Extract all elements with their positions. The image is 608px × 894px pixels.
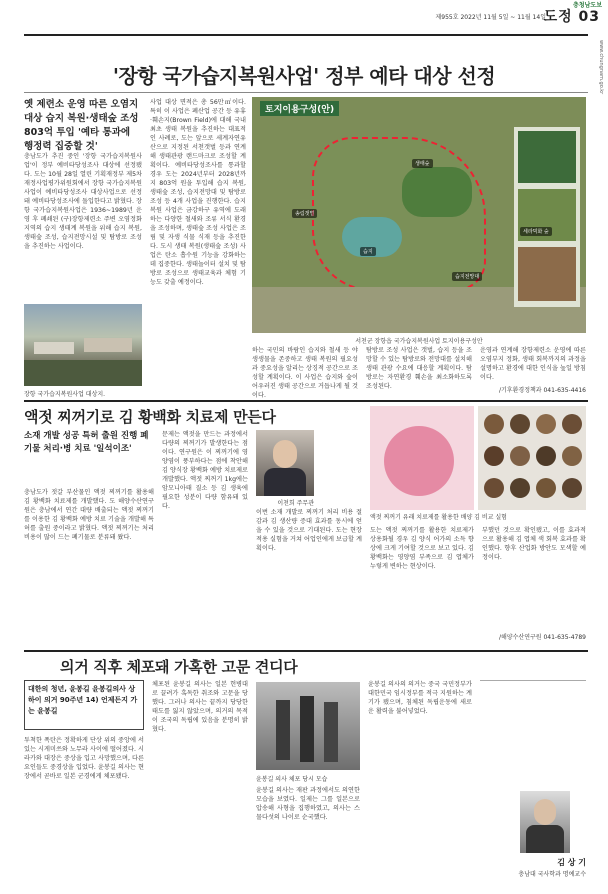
author-photo (520, 791, 570, 853)
forest-area (402, 167, 472, 217)
land-use-map (252, 97, 586, 333)
divider (24, 650, 588, 652)
headline-3: 의거 직후 체포돼 가혹한 고문 견디다 (60, 658, 298, 676)
article1-col2: 사업 대상 면적은 총 56만㎡이다. 특히 이 사업은 폐산업 공간 등 유휴·훼손지(Brown Field)에 대해 국내 최초 생태 복원을 추진하는 대표적인 사례로, 도는 앞으로 세계자연유산으로 지정된 서천갯벌 등과 연계해 생태관광 랜드마크로 조성할 계획이다. 예비타당성조사를 통과할 경우 도는 2024년부터 2028년까지 803억 원을 투입해 습지 복원, 생태숲 조성, 습지전망대 및 탐방로 조성 등 4개 사업을 진행한다. 습지 복원 사업은 금강하구 유역에 도래하는 다양한 철새와 조류 서식 환경을 조성하며, 생태숲 조성 사업은 조림 및 자생 식물 식재 등을 추진한다. 도시 생태 복원(생태숲 조성) 사업은 탄소 흡수원 기능을 강화하는 데 집중한다. 생태놀이터 설치 및 탐방로 조성으로 생태교육과 체험 기능도 갖출 예정이다. (150, 99, 246, 286)
article1-col1: 충남도가 추진 중인 '장항 국가습지복원사업'이 정부 예비타당성조사 대상에 선정됐다. 도는 10월 28일 열린 기획재정부 제5차 재정사업평가위원회에서 장항 국가습지복원사업이 예비타당성조사 대상사업으로 선정돼 예비타당성조사에 돌입한다고 밝혔다. 장항 국가습지복원사업은 1936~1989년 운영 후 폐쇄된 (구)장항제련소 주변 오염정화지역의 습지 생태계 복원을 위해 습지 복원, 생태숲 조성, 습지전망시설 및 탐방로 조성을 추진하는 사업이다. (24, 153, 142, 250)
sample-dot (484, 414, 504, 434)
map-label: 생태숲 (412, 159, 433, 168)
issue-meta: 제955호 2022년 11월 5일 ~ 11월 14일 (435, 14, 546, 21)
historic-caption: 윤봉길 의사 체포 당시 모습 (256, 776, 328, 783)
map-label: 습지전망대 (452, 272, 482, 281)
nori-photo-1 (370, 406, 474, 510)
sample-dot (510, 446, 530, 466)
subhead-1: 옛 제련소 운영 따른 오염지 대상 습지 복원·생태숲 조성 803억 투입 '예타 통과에 행정력 집중할 것' (24, 99, 139, 152)
figure-shape (276, 700, 290, 760)
article3-col1: 투척한 폭탄은 정확하게 단상 위의 중앙에 서 있는 시게미쓰와 노무라 사이에 떨어졌다. 시라카와 대장은 중상을 입고 사망했으며, 다른 요인들도 중경상을 입었다. 윤봉길 의사는 현장에서 곧바로 일본 군경에게 체포됐다. (24, 737, 144, 780)
map-label: 세라믹화 숲 (520, 227, 552, 236)
portrait-caption: 이천희 주무관 (277, 500, 314, 507)
article1-bottom2: 탐방로 조성 사업은 갯벌, 습지 등을 조망할 수 있는 탐방로와 전망대를 설치해 생태 관광 수요에 대응할 계획이다. 탐방로는 자연환경 훼손을 최소화하도록 조성된다. (366, 347, 472, 390)
article3-col2: 체포된 윤봉길 의사는 일본 헌병대로 끌려가 혹독한 취조와 고문을 당했다. 그러나 의사는 끝까지 당당한 태도를 잃지 않았으며, 의거의 목적이 조국의 독립에 있음을 분명히 밝혔다. (152, 681, 248, 733)
portrait-photo (256, 430, 314, 496)
nori-photos (370, 406, 586, 522)
historic-photo (256, 682, 360, 770)
article2-col1: 충남도가 젓갈 부산물인 액젓 찌꺼기를 활용해 김 황백화 치료제를 개발했다. 도 해양수산연구원은 충남에서 연간 대량 배출되는 액젓 찌꺼기를 이용한 김 황백화 예방 치료 기술을 개발해 특허를 출원 중이라고 밝혔다. 액젓 찌꺼기는 처리 비용이 많이 드는 폐기물로 분류돼 왔다. (24, 489, 154, 541)
sample-dot (536, 414, 556, 434)
headline-2: 액젓 찌꺼기로 김 황백화 치료제 만든다 (24, 408, 276, 426)
ground-shape (24, 360, 142, 386)
sample-dot (484, 478, 504, 498)
article2-col4: 도는 액젓 찌꺼기를 활용한 치료제가 상용화될 경우 김 양식 어가의 소득 향상에 크게 기여할 것으로 보고 있다. 김 황백화는 영양염 부족으로 김 엽체가 누렇게 변하는 현상이다. (370, 527, 474, 570)
face-shape (273, 440, 297, 468)
article2-col2: 문제는 액젓을 만드는 과정에서 다량의 찌꺼기가 발생한다는 점이다. 연구원은 이 찌꺼기에 영양염이 풍부하다는 점에 착안해 김 양식장 황백화 예방 치료제로 개발했다. 액젓 찌꺼기 1kg에는 암모니아태 질소 등 김 생육에 필요한 성분이 다량 함유돼 있다. (162, 431, 248, 510)
inset-photo (518, 247, 576, 301)
nori-caption: 액젓 찌꺼기 유래 치료제를 활용한 배양 김 비교 실험 (370, 514, 507, 521)
contact-2: /해양수산연구원 041-635-4789 (498, 634, 586, 641)
divider (24, 400, 588, 402)
sample-dot (562, 478, 582, 498)
article1-bottom1: 하는 국민의 바람인 습지와 철새 등 야생생물을 존중하고 생태 복원의 필요성과 중요성을 알리는 상징적 공간으로 조성할 계획이다. 이 사업은 습지와 숲이 어우러진 생태 공간으로 거듭나게 될 것이다. (252, 347, 358, 399)
author-title: 충남대 국사학과 명예교수 (518, 871, 586, 878)
contact-1: /기후환경정책과 041-635-4416 (498, 387, 586, 394)
side-url: www.chungnam.go.kr (598, 40, 604, 95)
sample-dot (536, 446, 556, 466)
site-photo (24, 304, 142, 386)
sample-dot (562, 414, 582, 434)
article2-col5: 부했던 것으로 확인됐고, 이를 효과적으로 활용해 김 엽체 색 회복 효과를 확인했다. 향후 산업화 방안도 모색할 예정이다. (482, 527, 586, 561)
author-name: 김 상 기 (557, 858, 586, 867)
nori-photo-2 (478, 406, 586, 510)
suit-shape (526, 825, 564, 853)
dish-shape (384, 426, 454, 496)
inset-photos (514, 127, 580, 307)
subhead-2: 소재 개발 성공 특허 출원 진행 폐기물 처리·병 치료 '일석이조' (24, 431, 149, 454)
sample-dot (484, 446, 504, 466)
map-label: 습지 (360, 247, 376, 256)
figure-shape (324, 702, 338, 762)
masthead (0, 0, 608, 30)
sample-dot (510, 414, 530, 434)
building-shape (34, 342, 74, 354)
article1-bottom3: 운영과 연계해 장항제련소 운영에 따른 오염부지 정화, 생태 회복까지의 과정을 설명하고 환경에 대한 인식을 높일 방침이다. (480, 347, 586, 381)
map-caption: 서천군 장항읍 국가습지복원사업 토지이용구성안 (355, 338, 483, 345)
headline-1: '장항 국가습지복원사업' 정부 예타 대상 선정 (112, 64, 496, 88)
article2-col3: 이번 소재 개발로 찌꺼기 처리 비용 절감과 김 생산량 증대 효과를 동시에 얻을 수 있을 것으로 기대된다. 도는 현장 적용 실험을 거쳐 어업인에게 보급할 계획이다. (256, 509, 362, 552)
photo1-caption: 장항 국가습지복원사업 대상지. (24, 391, 106, 398)
face-shape (534, 799, 556, 825)
map-title: 토지이용구성(안) (260, 101, 339, 116)
article3-col3: 윤봉길 의사는 재판 과정에서도 의연한 모습을 보였다. 일제는 그를 일본으로 압송해 사형을 집행하였고, 의사는 스물다섯의 나이로 순국했다. (256, 787, 360, 821)
article3-col4: 윤봉길 의사의 의거는 중국 국민정부가 대한민국 임시정부를 적극 지원하는 계기가 됐으며, 침체된 독립운동에 새로운 활력을 불어넣었다. (368, 681, 472, 715)
map-label: 송림갯벌 (292, 209, 317, 218)
sample-dot (510, 478, 530, 498)
author-box (480, 680, 586, 887)
top-rule (24, 34, 588, 36)
sample-dot (536, 478, 556, 498)
building-shape (84, 338, 132, 352)
inset-photo (518, 131, 576, 183)
sample-dot (562, 446, 582, 466)
logo: 충청남도보 (573, 2, 602, 9)
section-title: 도정 03 (543, 9, 600, 25)
series-box: 대한의 청년, 윤봉길 윤봉길의사 상하이 의거 90주년 14) 언제든지 가는 윤봉길 (24, 680, 144, 730)
figure-shape (300, 696, 314, 762)
suit-shape (264, 468, 306, 496)
rule (24, 92, 588, 93)
